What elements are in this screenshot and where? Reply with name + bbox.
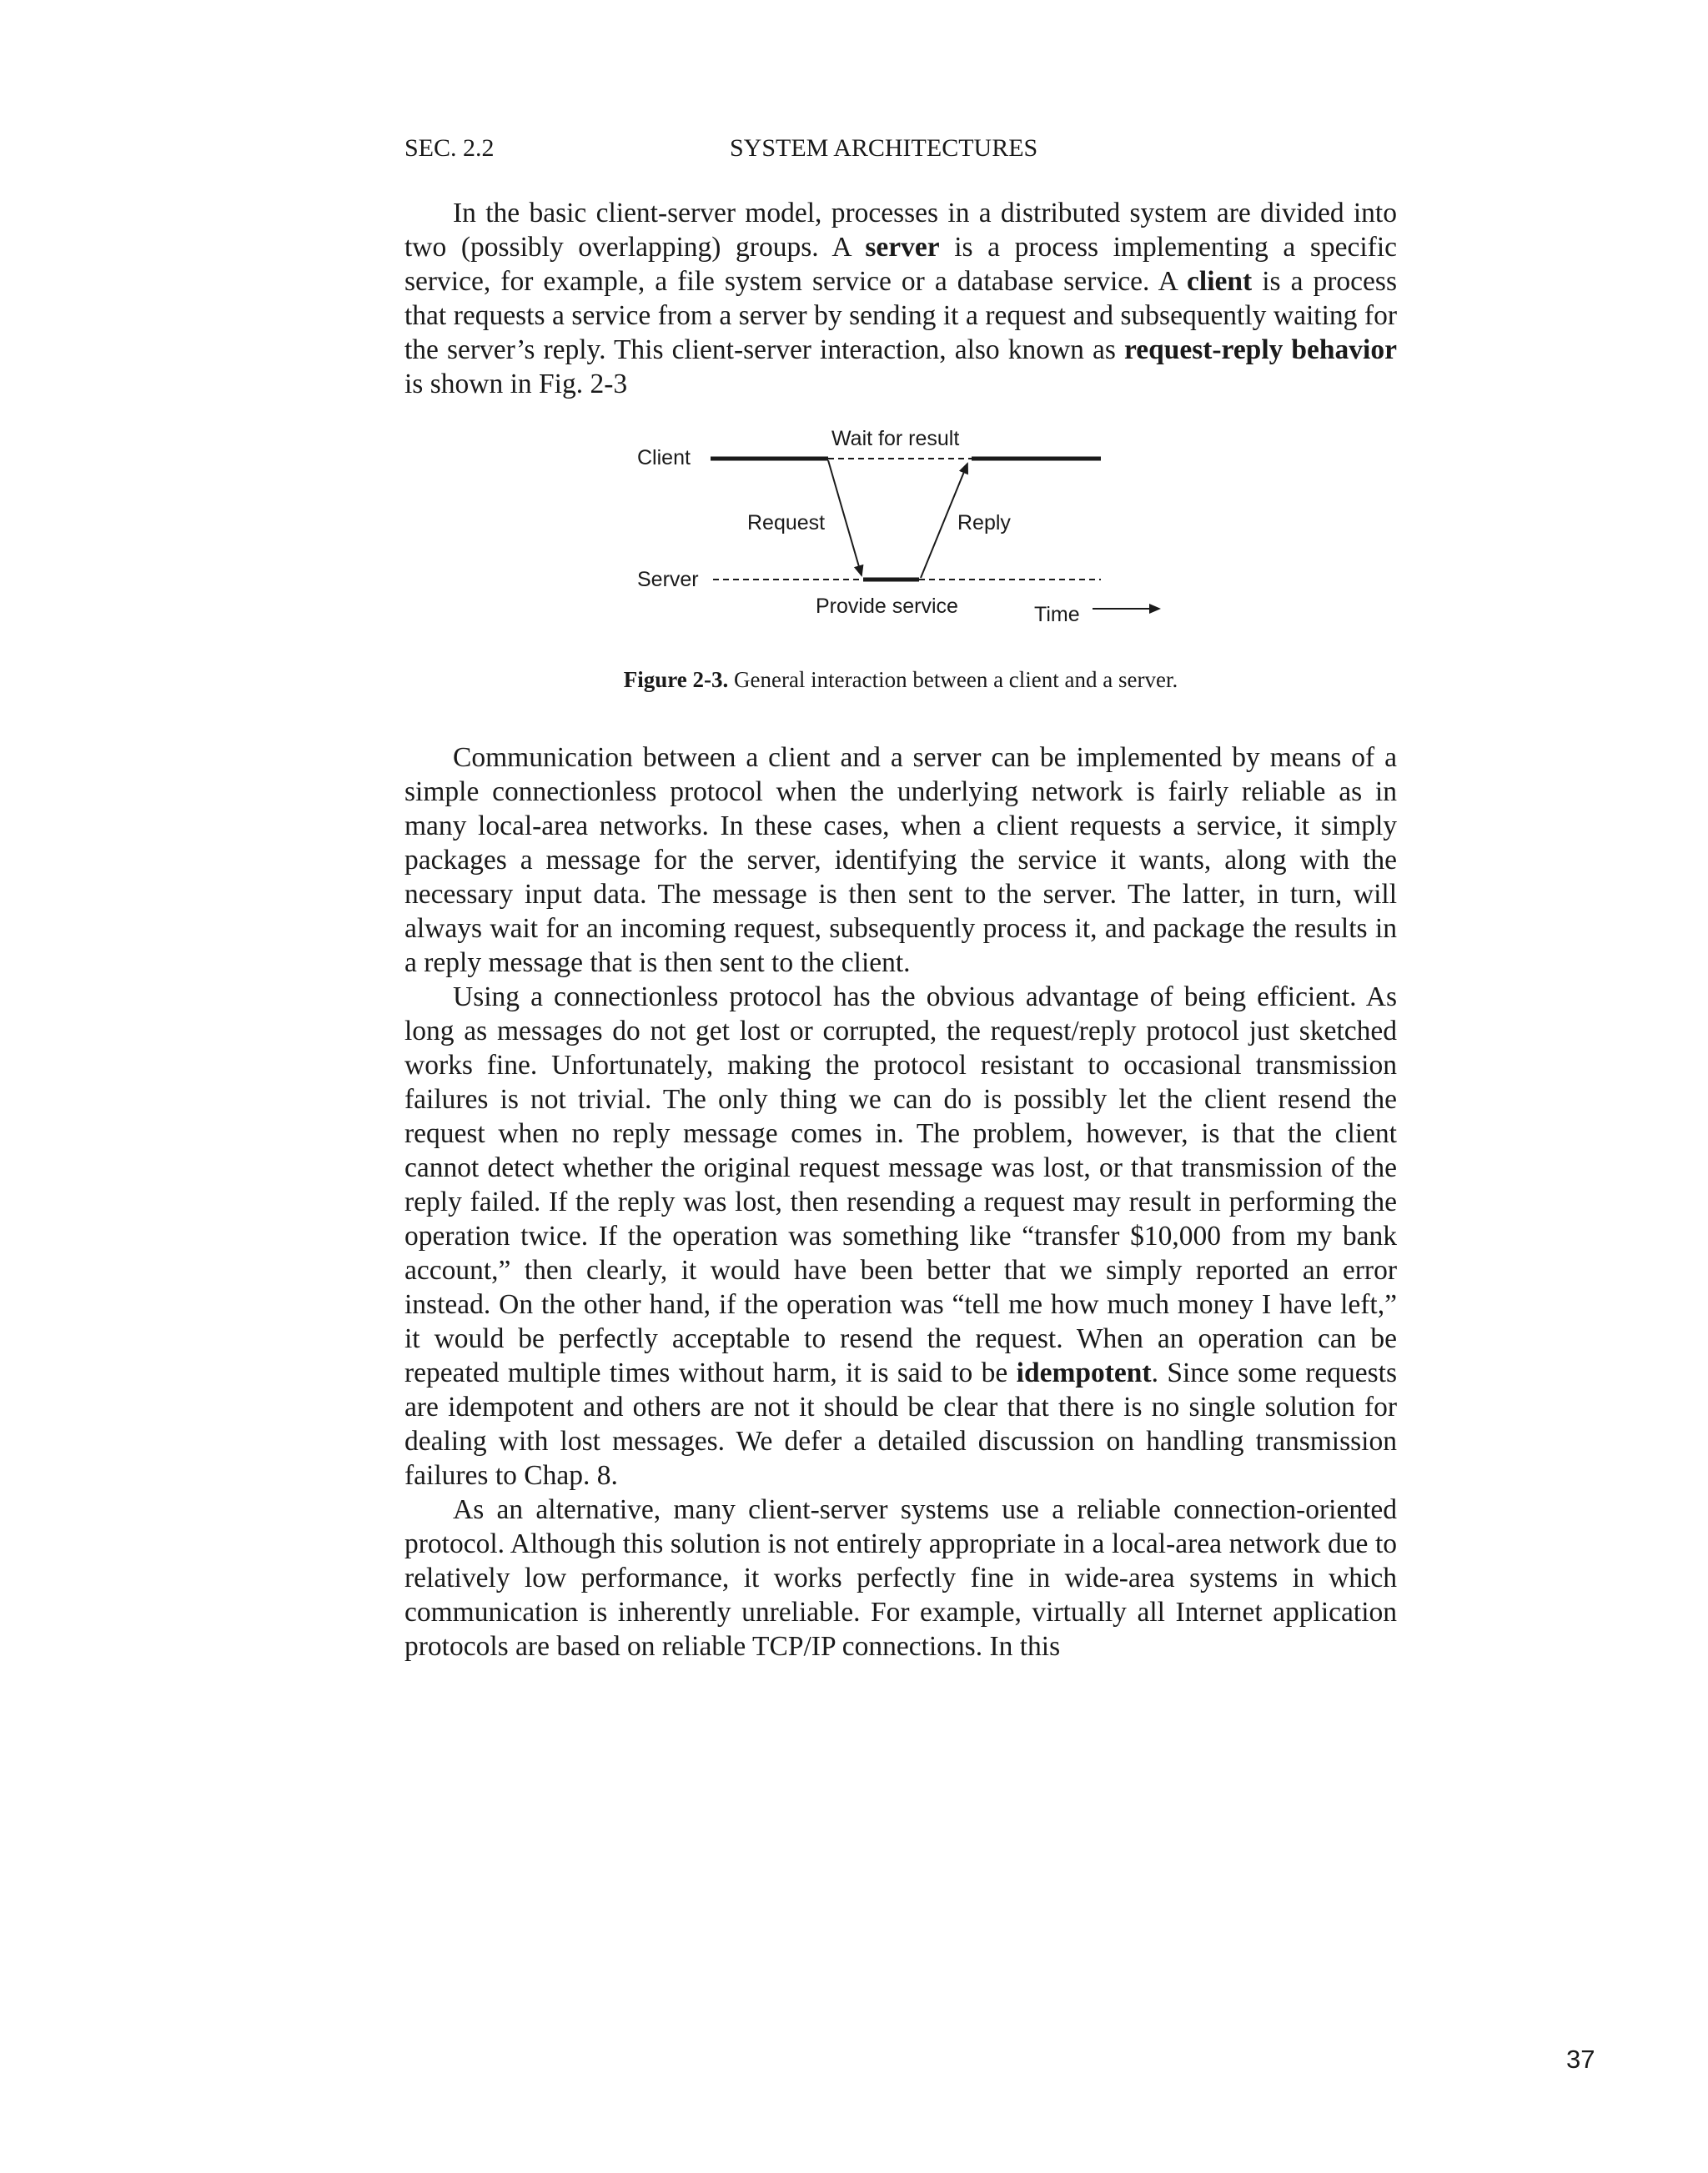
term-server: server	[865, 232, 940, 263]
paragraph-connection-oriented	[404, 1493, 1397, 1664]
chapter-title: SYSTEM ARCHITECTURES	[730, 134, 1038, 162]
paragraph-text: . Since some requests are idempotent and others are not it should be clear that there is no single solution for dealing with lost messages. We defer a detailed discussion on handling transmission failures to Chap. 8.	[404, 1357, 1397, 1491]
paragraph-text: Communication between a client and a server can be implemented by means of a simple connectionless protocol when the underlying network is fairly reliable as in many local-area networks. In these cases, when a client requests a service, it simply packages a message for the server, identifying the service it wants, along with the necessary input data. The message is then sent to the server. The latter, in turn, will always wait for an incoming request, subsequently process it, and package the results in a reply message that is then sent to the client.	[404, 742, 1397, 978]
section-number: SEC. 2.2	[404, 134, 495, 162]
paragraph-connectionless	[404, 980, 1397, 1493]
body-text-block	[404, 740, 1397, 1664]
page-number: 37	[1566, 2045, 1595, 2074]
server-label: Server	[637, 568, 699, 591]
intro-paragraph-block	[404, 196, 1397, 401]
intro-text: is a process implementing a specific service, for example, a file system service or a database service. A	[404, 232, 1397, 297]
intro-paragraph	[404, 196, 1397, 401]
term-idempotent: idempotent	[1016, 1357, 1152, 1388]
wait-for-result-label: Wait for result	[831, 427, 960, 450]
paragraph-text: Using a connectionless protocol has the obvious advantage of being efficient. As long as messages do not get lost or corrupted, the request/reply protocol just sketched works fine. Unfortunately, making the protocol resistant to occasional transmission failures is not trivial. The only thing we can do is possibly let the client resend the request when no reply message comes in. The problem, however, is that the client cannot detect whether the original request message was lost, or that transmission of the reply failed. If the reply was lost, then resending a request may result in performing the operation twice. If the operation was something like “transfer $10,000 from my bank account,” then clearly, it would have been better that we simply reported an error instead. On the other hand, if the operation was “tell me how much money I have left,” it would be perfectly acceptable to resend the request. When an operation can be repeated multiple times without harm, it is said to be	[404, 981, 1397, 1388]
request-label: Request	[747, 511, 826, 534]
figure-2-3-diagram	[617, 417, 1201, 650]
intro-text: is shown in Fig. 2-3	[404, 369, 628, 399]
term-client: client	[1187, 266, 1253, 297]
intro-text: In the basic client-server model, processes in a distributed system are divided into two (possibly overlapping) groups. A	[404, 198, 1397, 263]
running-head	[404, 132, 1397, 165]
paragraph-text: As an alternative, many client-server systems use a reliable connection-oriented protocol. Although this solution is not entirely appropriate in a local-area network due to relatively low performance, it works perfectly fine in wide-area systems in which communication is inherently unreliable. For example, virtually all Internet application protocols are based on reliable TCP/IP connections. In this	[404, 1494, 1397, 1662]
time-label: Time	[1034, 603, 1080, 626]
intro-text: is a process that requests a service from a server by sending it a request and subsequently waiting for the server’s reply. This client-server interaction, also known as	[404, 266, 1397, 365]
provide-service-label: Provide service	[816, 595, 958, 618]
client-server-diagram	[617, 417, 1201, 650]
client-label: Client	[637, 446, 691, 469]
figure-caption	[404, 665, 1397, 694]
figure-caption-label: Figure 2-3.	[623, 667, 729, 692]
figure-caption-text: General interaction between a client and a server.	[733, 667, 1178, 692]
term-request-reply: request-reply behavior	[1123, 334, 1397, 365]
request-arrow	[828, 460, 862, 575]
reply-label: Reply	[957, 511, 1011, 534]
paragraph-communication	[404, 740, 1397, 980]
